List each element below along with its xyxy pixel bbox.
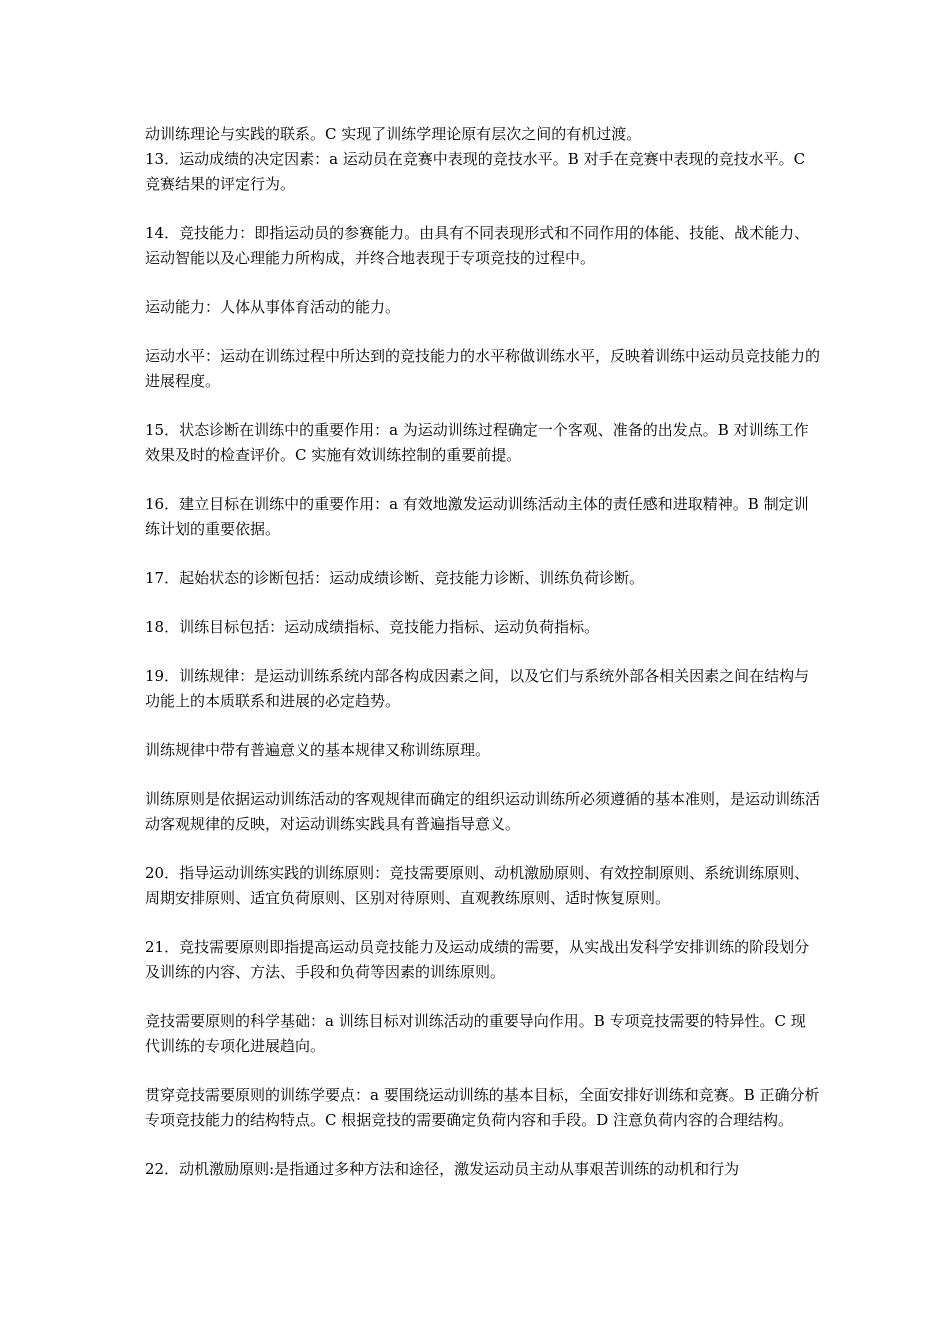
paragraph-19: 19．训练规律：是运动训练系统内部各构成因素之间，以及它们与系统外部各相关因素之间在结构与功能上的本质联系和进展的必定趋势。 xyxy=(145,667,810,710)
paragraph-22: 22．动机激励原则:是指通过多种方法和途径，激发运动员主动从事艰苦训练的动机和行为 xyxy=(145,1160,740,1178)
paragraph-17: 17．起始状态的诊断包括：运动成绩诊断、竞技能力诊断、训练负荷诊断。 xyxy=(145,569,645,587)
paragraph-athletic-ability: 运动能力：人体从事体育活动的能力。 xyxy=(145,298,401,316)
paragraph-scientific-basis: 竞技需要原则的科学基础：a 训练目标对训练活动的重要导向作用。B 专项竞技需要的特异性。C 现代训练的专项化进展趋向。 xyxy=(145,1012,806,1055)
paragraph-training-laws: 训练规律中带有普遍意义的基本规律又称训练原理。 xyxy=(145,741,491,759)
paragraph-13: 13．运动成绩的决定因素：a 运动员在竞赛中表现的竞技水平。B 对手在竞赛中表现的竞技水平。C 竞赛结果的评定行为。 xyxy=(145,150,806,193)
paragraph-18: 18．训练目标包括：运动成绩指标、竞技能力指标、运动负荷指标。 xyxy=(145,618,600,636)
document-body xyxy=(145,122,820,1206)
paragraph-training-principles: 训练原则是依据运动训练活动的客观规律而确定的组织运动训练所必须遵循的基本准则，是运动训练活动客观规律的反映，对运动训练实践具有普遍指导意义。 xyxy=(145,790,821,833)
paragraph-key-points: 贯穿竞技需要原则的训练学要点：a 要围绕运动训练的基本目标，全面安排好训练和竞赛。B 正确分析专项竞技能力的结构特点。C 根据竞技的需要确定负荷内容和手段。D 注意负荷内容的合理结构。 xyxy=(145,1086,820,1129)
paragraph-21: 21．竞技需要原则即指提高运动员竞技能力及运动成绩的需要，从实战出发科学安排训练的阶段划分及训练的内容、方法、手段和负荷等因素的训练原则。 xyxy=(145,938,810,981)
paragraph-15: 15．状态诊断在训练中的重要作用：a 为运动训练过程确定一个客观、准备的出发点。B 对训练工作效果及时的检查评价。C 实施有效训练控制的重要前提。 xyxy=(145,421,809,464)
paragraph-continuation: 动训练理论与实践的联系。C 实现了训练学理论原有层次之间的有机过渡。 xyxy=(145,125,642,143)
paragraph-20: 20．指导运动训练实践的训练原则：竞技需要原则、动机激励原则、有效控制原则、系统训练原则、周期安排原则、适宜负荷原则、区别对待原则、直观教练原则、适时恢复原则。 xyxy=(145,864,810,907)
paragraph-14: 14．竞技能力：即指运动员的参赛能力。由具有不同表现形式和不同作用的体能、技能、战术能力、运动智能以及心理能力所构成，并终合地表现于专项竞技的过程中。 xyxy=(145,224,810,267)
paragraph-athletic-level: 运动水平：运动在训练过程中所达到的竞技能力的水平称做训练水平，反映着训练中运动员竞技能力的进展程度。 xyxy=(145,347,821,390)
paragraph-16: 16．建立目标在训练中的重要作用：a 有效地激发运动训练活动主体的责任感和进取精神。B 制定训练计划的重要依据。 xyxy=(145,495,809,538)
